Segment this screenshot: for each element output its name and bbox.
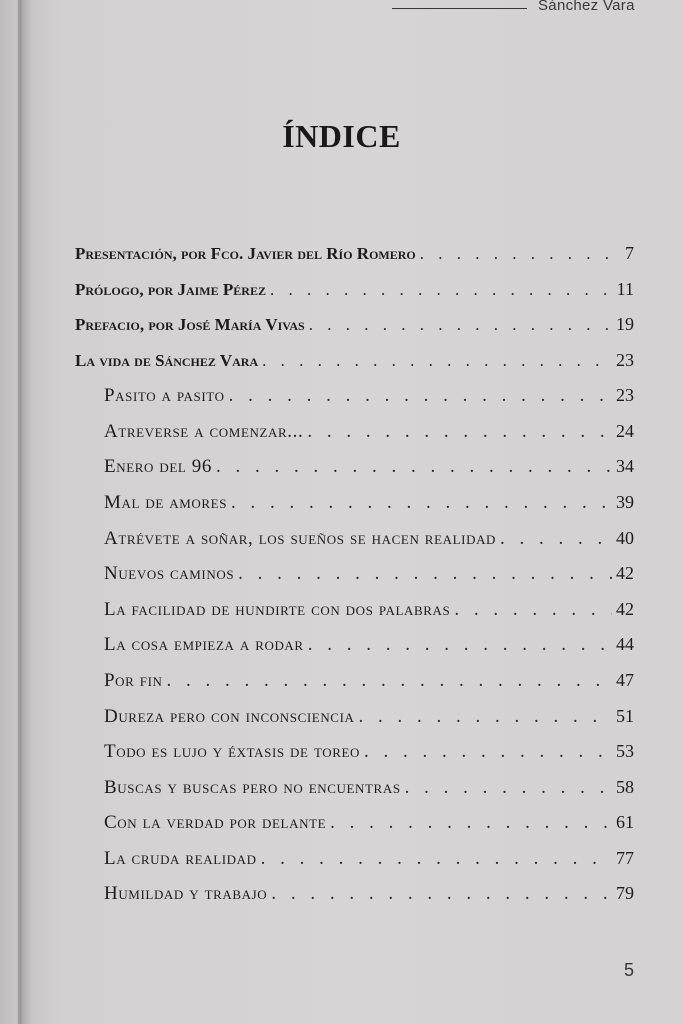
- toc-entry: [104, 812, 634, 834]
- toc-leader-dots: [261, 848, 612, 870]
- toc-entry-page: 77: [616, 848, 634, 868]
- toc-entry-page: 7: [625, 243, 634, 263]
- toc-entry-page: 58: [616, 777, 634, 797]
- toc-entry-page: 19: [616, 314, 634, 334]
- toc-leader-dots: [167, 670, 612, 692]
- toc-entry-page: 42: [616, 563, 634, 583]
- header-rule: [392, 8, 527, 9]
- toc-entry-page: 44: [616, 634, 634, 654]
- toc-leader-dots: [238, 563, 612, 585]
- toc-entry: [104, 421, 634, 443]
- toc-leader-dots: [500, 528, 612, 550]
- toc-entry-page: 51: [616, 706, 634, 726]
- toc-entry: [104, 492, 634, 514]
- toc-entry-title: Todo es lujo y éxtasis de toreo: [104, 741, 361, 762]
- toc-leader-dots: [364, 741, 612, 763]
- toc-entry: [104, 777, 634, 799]
- toc-entry-title: La cosa empieza a rodar: [104, 634, 304, 655]
- toc-entry-title: Con la verdad por delante: [104, 812, 327, 833]
- toc-entry-title: Presentación, por Fco. Javier del Río Romero: [75, 244, 416, 263]
- toc-entry: [104, 599, 634, 621]
- toc-entry: [75, 243, 634, 264]
- toc-entry: [75, 314, 634, 335]
- toc-entry-title: Humildad y trabajo: [104, 883, 268, 904]
- toc-entry: [104, 741, 634, 763]
- toc-entry-title: Atreverse a comenzar...: [104, 421, 304, 442]
- toc-entry-page: 53: [616, 741, 634, 761]
- toc-entry: [104, 706, 634, 728]
- toc-entry: [104, 848, 634, 870]
- toc-entry: [104, 634, 634, 656]
- running-head: Sánchez Vara: [538, 0, 635, 14]
- toc-entry: [75, 350, 634, 371]
- toc-entry-page: 61: [616, 812, 634, 832]
- toc-entry: [104, 456, 634, 478]
- page-number: 5: [624, 960, 635, 980]
- toc-entry-title: Dureza pero con inconsciencia: [104, 706, 355, 727]
- toc-leader-dots: [262, 351, 612, 371]
- toc-entry: [104, 385, 634, 407]
- toc-leader-dots: [271, 883, 612, 905]
- toc-leader-dots: [454, 599, 612, 621]
- toc-entry-page: 42: [616, 599, 634, 619]
- toc-entry-title: Por fin: [104, 670, 163, 691]
- page-title: ÍNDICE: [282, 118, 401, 154]
- toc-entry-page: 79: [616, 883, 634, 903]
- toc-entry-page: 24: [616, 421, 634, 441]
- toc-entry-title: Prólogo, por Jaime Pérez: [75, 280, 266, 299]
- toc-entry: [104, 670, 634, 692]
- toc-entry-title: Pasito a pasito: [104, 385, 225, 406]
- toc-entry: [104, 563, 634, 585]
- toc-leader-dots: [309, 315, 612, 335]
- toc-entry-page: 23: [616, 350, 634, 370]
- toc-entry-page: 11: [616, 279, 634, 299]
- toc-entry: [104, 883, 634, 905]
- toc-entry-title: La cruda realidad: [104, 848, 257, 869]
- toc-entry: [75, 279, 634, 300]
- toc-entry-page: 39: [616, 492, 634, 512]
- toc-leader-dots: [270, 280, 613, 300]
- toc-entry-title: Buscas y buscas pero no encuentras: [104, 777, 401, 798]
- toc-entry-title: Nuevos caminos: [104, 563, 235, 584]
- toc-entry-title: La facilidad de hundirte con dos palabras: [104, 599, 451, 620]
- toc-entry-title: Mal de amores: [104, 492, 228, 513]
- toc-entry-page: 34: [616, 456, 634, 476]
- toc-leader-dots: [231, 492, 612, 514]
- toc-leader-dots: [359, 706, 613, 728]
- toc-entry-title: Prefacio, por José María Vivas: [75, 315, 305, 334]
- toc-leader-dots: [405, 777, 612, 799]
- toc-leader-dots: [420, 244, 621, 264]
- toc-entry-page: 23: [616, 385, 634, 405]
- toc-leader-dots: [229, 385, 612, 407]
- toc-entry-page: 47: [616, 670, 634, 690]
- toc-leader-dots: [307, 421, 612, 443]
- toc-leader-dots: [308, 634, 612, 656]
- toc-entry-page: 40: [616, 528, 634, 548]
- toc-entry-title: Enero del 96: [104, 456, 212, 477]
- toc-leader-dots: [216, 456, 612, 478]
- toc-entry-title: La vida de Sánchez Vara: [75, 351, 259, 370]
- toc-entry: [104, 528, 634, 550]
- toc-leader-dots: [330, 812, 612, 834]
- toc-entry-title: Atrévete a soñar, los sueños se hacen realidad: [104, 528, 497, 549]
